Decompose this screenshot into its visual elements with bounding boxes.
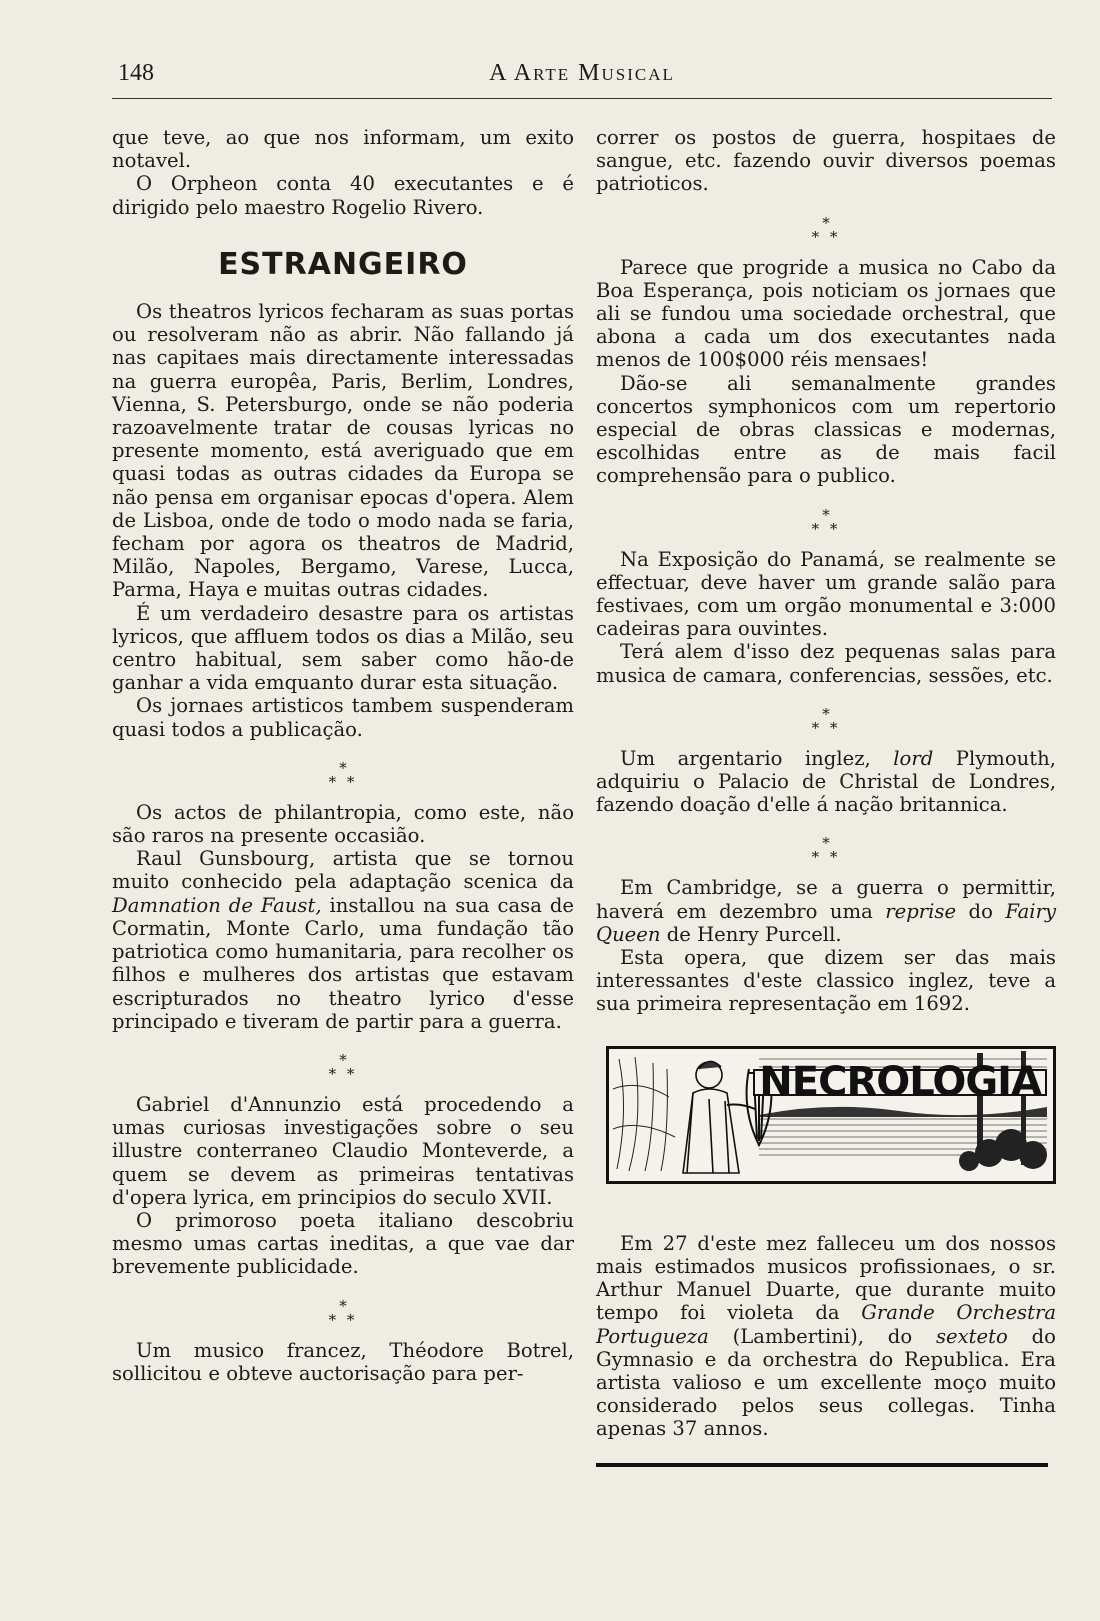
paragraph: Os actos de philantropia, como este, não são raros na presente occasião. [112, 800, 574, 848]
italic-title: Damnation de Faust, [112, 893, 322, 917]
paragraph: Parece que progride a musica no Cabo da Boa Esperança, pois noticiam os jornaes que ali se fundou uma sociedade orchestral, que abona a cada um dos executantes nada menos de 100$000 réis mensaes! [596, 255, 1056, 372]
asterism-separator: * * * [328, 758, 358, 791]
paragraph: Dão-se ali semanalmente grandes concertos symphonicos com um repertorio especial de obras classicas e modernas, escolhidas entre as de mais facil comprehensão para o publico. [596, 371, 1056, 488]
paragraph: É um verdadeiro desastre para os artistas lyricos, que affluem todos os dias a Milão, seu centro habitual, sem saber como hão-de ganhar a vida emquanto durar esta situação. [112, 601, 574, 695]
paragraph: Um argentario inglez, lord Plymouth, adquiriu o Palacio de Christal de Londres, fazendo doação d'elle á nação britannica. [596, 746, 1056, 817]
paragraph: O primoroso poeta italiano descobriu mesmo umas cartas ineditas, a que vae dar brevemente publicidade. [112, 1208, 574, 1279]
asterism-separator: * * * [328, 1296, 358, 1329]
italic-title: Grande Orchestra Portugueza [596, 1301, 1057, 1348]
left-column [112, 126, 574, 1385]
paragraph: Terá alem d'isso dez pequenas salas para musica de camara, conferencias, sessões, etc. [596, 640, 1056, 687]
paragraph: O Orpheon conta 40 executantes e é dirigido pelo maestro Rogelio Rivero. [112, 172, 574, 219]
paragraph: Os jornaes artisticos tambem suspenderam quasi todos a publicação. [112, 694, 574, 741]
paragraph: Um musico francez, Théodore Botrel, sollicitou e obteve auctorisação para per- [112, 1338, 574, 1385]
asterism-separator: * * * [811, 505, 841, 538]
paragraph: Raul Gunsbourg, artista que se tornou muito conhecido pela adaptação scenica da Damnation de Faust, installou na sua casa de Cormatin, Monte Carlo, uma fundação tão patriotica como humanitaria, para recolher os filhos e mulheres dos artistas que estavam escripturados no theatro lyrico d'esse principado e tiveram de partir para a guerra. [112, 847, 574, 1033]
page-header [112, 58, 1052, 98]
asterism-separator: * * * [811, 834, 841, 867]
paragraph: que teve, ao que nos informam, um exito notavel. [112, 126, 574, 173]
italic-word: reprise [885, 899, 957, 923]
paragraph: Os theatros lyricos fecharam as suas portas ou resolveram não as abrir. Não fallando já nas capitaes mais directamente interessadas na guerra europêa, Paris, Berlim, Londres, Vienna, S. Petersburgo, onde se não poderia razoavelmente tratar de cousas lyricas no presente momento, está averiguado que em quasi todas as outras cidades da Europa se não pensa em organisar epocas d'opera. Alem de Lisboa, onde de todo o modo nada se faria, fecham por agora os theatros de Madrid, Milão, Napoles, Bergamo, Varese, Lucca, Parma, Haya e muitas outras cidades. [112, 300, 574, 602]
necrologia-title: NECROLOGIA [753, 1069, 1047, 1096]
paragraph: Na Exposição do Panamá, se realmente se effectuar, deve haver um grande salão para festivaes, com um orgão monumental e 3:000 cadeiras para ouvintes. [596, 547, 1056, 641]
italic-title: Fairy Queen [596, 899, 1057, 946]
asterism-separator: * * * [811, 213, 841, 246]
paragraph: Em 27 d'este mez falleceu um dos nossos mais estimados musicos profissionaes, o sr. Arthur Manuel Duarte, que durante muito tempo foi violeta da Grande Orchestra Portugueza (Lambertini), do sexteto do Gymnasio e da orchestra do Republica. Era artista valioso e um excellente moço muito considerado pelos seus collegas. Tinha apenas 37 annos. [596, 1231, 1057, 1441]
end-rule [596, 1463, 1048, 1467]
paragraph: correr os postos de guerra, hospitaes de sangue, etc. fazendo ouvir diversos poemas patrioticos. [596, 126, 1056, 196]
header-rule [112, 98, 1052, 99]
section-heading: ESTRANGEIRO [218, 246, 468, 282]
page-number: 148 [118, 60, 154, 86]
paragraph: Esta opera, que dizem ser das mais interessantes d'este classico inglez, teve a sua primeira representação em 1692. [596, 946, 1056, 1016]
right-column [596, 126, 1056, 1467]
asterism-separator: * * * [328, 1050, 358, 1083]
italic-word: sexteto [935, 1324, 1008, 1348]
asterism-separator: * * * [811, 704, 841, 737]
paragraph: Em Cambridge, se a guerra o permittir, haverá em dezembro uma reprise do Fairy Queen de Henry Purcell. [596, 876, 1057, 946]
journal-title: A Arte Musical [489, 60, 675, 86]
italic-word: lord [893, 746, 934, 770]
necrologia-banner [606, 1046, 1056, 1184]
paragraph: Gabriel d'Annunzio está procedendo a umas curiosas investigações sobre o seu illustre conterraneo Claudio Monteverde, a quem se devem as primeiras tentativas d'opera lyrica, em principios do seculo XVII. [112, 1092, 574, 1209]
